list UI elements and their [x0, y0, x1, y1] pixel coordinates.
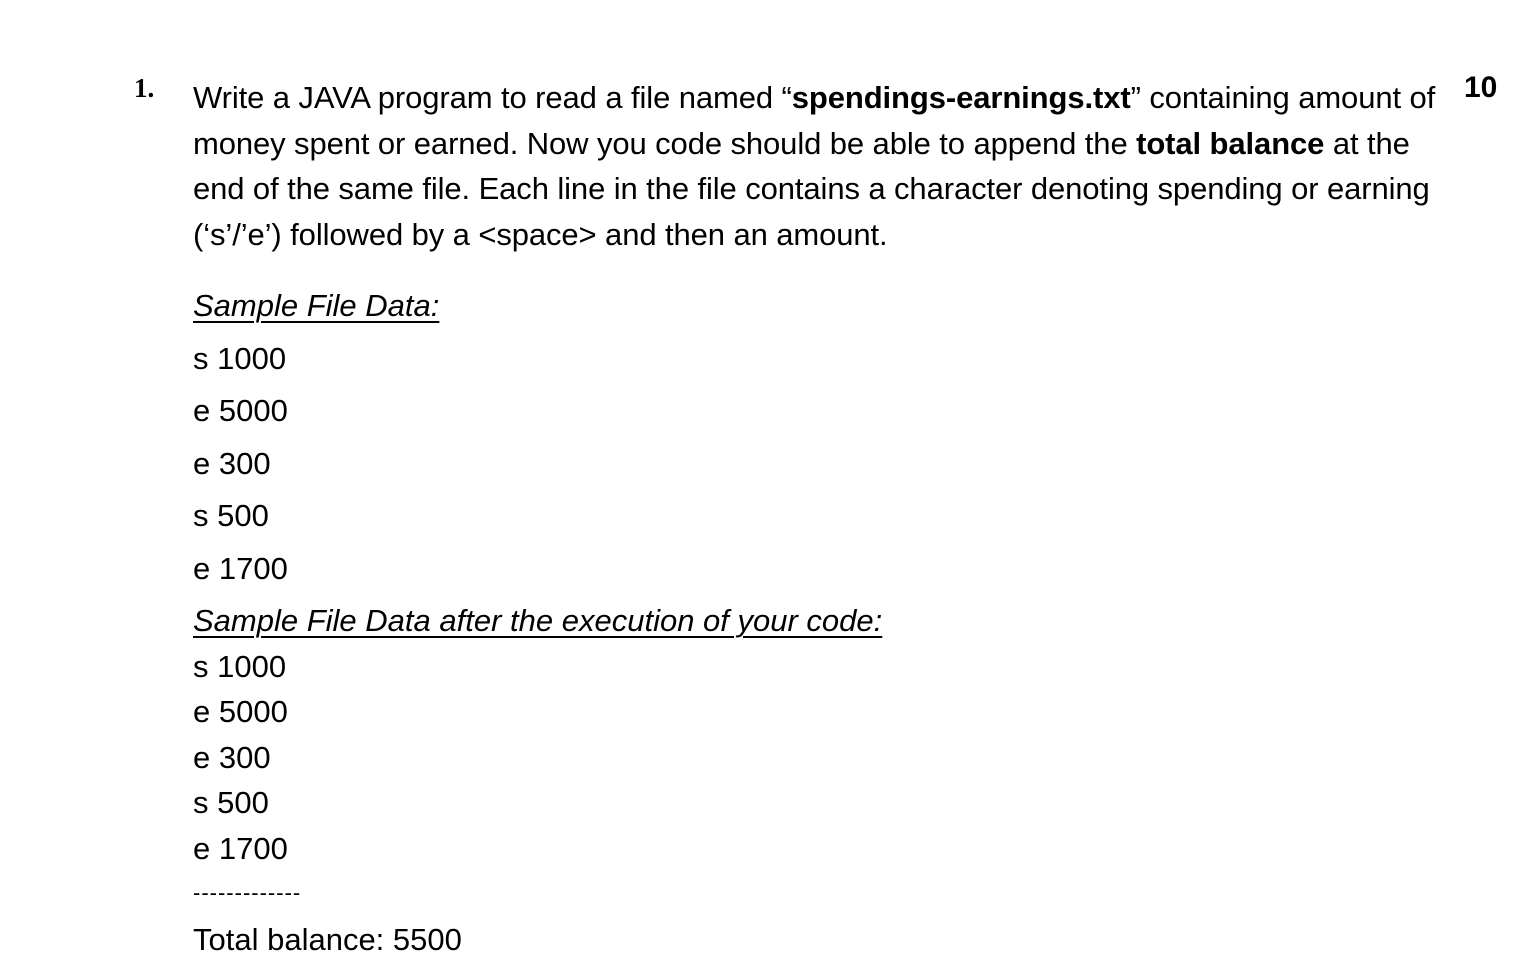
- sample-before-line: e 1700: [193, 551, 288, 586]
- sample-after-heading: Sample File Data after the execution of your code:: [193, 603, 883, 638]
- sample-before-line: s 1000: [193, 341, 287, 376]
- sample-before-line: e 5000: [193, 393, 288, 428]
- question-text-part3: at the end of the same file. Each line in the file contains a character denoting spending or earning (‘s’/’e’) followed by a <space> and then an amount.: [193, 125, 1430, 252]
- sample-after-line: e 1700: [193, 831, 288, 866]
- question-text-part1: Write a JAVA program to read a file named “: [193, 80, 792, 115]
- question-bold-term: total balance: [1136, 125, 1325, 161]
- question-number: 1.: [134, 73, 155, 103]
- sample-after-line: e 5000: [193, 694, 288, 729]
- sample-before-heading: Sample File Data:: [193, 288, 440, 323]
- sample-after-line: e 300: [193, 740, 271, 775]
- question-text: [193, 75, 1453, 257]
- question-filename: spendings-earnings.txt: [791, 80, 1131, 115]
- question-text-part2: ” containing amount of money spent or earned. Now you code should be able to append the: [193, 80, 1436, 161]
- separator-line: -------------: [193, 880, 302, 905]
- question-marks: 10: [1464, 71, 1498, 104]
- sample-before-line: e 300: [193, 446, 271, 481]
- sample-before-line: s 500: [193, 498, 269, 533]
- sample-after-line: s 1000: [193, 649, 287, 684]
- total-balance: Total balance: 5500: [193, 922, 462, 957]
- sample-after-line: s 500: [193, 785, 269, 820]
